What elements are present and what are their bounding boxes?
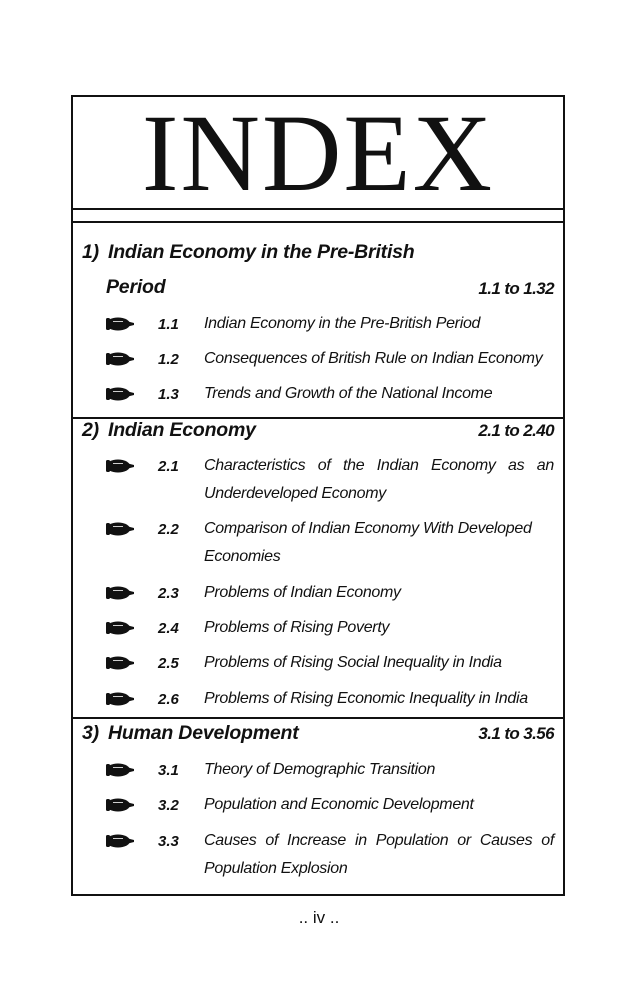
item-2-1-number: 2.1 [158,458,179,475]
item-2-1-text: Characteristics of the Indian Economy as an [204,457,554,474]
item-3-3-number: 3.3 [158,833,179,850]
item-2-5-text: Problems of Rising Social Inequality in India [204,654,502,671]
item-2-2-text-line2: Economies [204,548,281,565]
title-divider-top [73,208,563,210]
item-3-2-number: 3.2 [158,797,179,814]
section-3-title: Human Development [108,722,299,744]
section-1-title-line2: Period [106,276,166,298]
item-2-3-text: Problems of Indian Economy [204,584,401,601]
pointing-hand-icon [102,691,136,707]
pointing-hand-icon [102,655,136,671]
pointing-hand-icon [102,797,136,813]
pointing-hand-icon [102,386,136,402]
section-3-number: 3) [82,722,99,744]
item-1-2-text: Consequences of British Rule on Indian Economy [204,350,543,367]
item-3-3-text: Causes of Increase in Population or Causes of [204,832,554,849]
item-1-3-number: 1.3 [158,386,179,403]
item-2-2-text: Comparison of Indian Economy With Developed [204,520,532,537]
item-2-2-number: 2.2 [158,521,179,538]
pointing-hand-icon [102,762,136,778]
item-3-3-text-line2: Population Explosion [204,860,348,877]
pointing-hand-icon [102,458,136,474]
item-2-6-number: 2.6 [158,691,179,708]
pointing-hand-icon [102,521,136,537]
item-1-1-text: Indian Economy in the Pre-British Period [204,315,481,332]
item-2-6-text: Problems of Rising Economic Inequality in India [204,690,528,707]
item-3-1-number: 3.1 [158,762,179,779]
title-divider-bottom [73,221,563,223]
section-1-number: 1) [82,241,99,263]
item-1-1-number: 1.1 [158,316,179,333]
item-2-3-number: 2.3 [158,585,179,602]
pointing-hand-icon [102,351,136,367]
section-3-page-range: 3.1 to 3.56 [478,724,554,743]
section-2-title: Indian Economy [108,419,256,441]
item-1-2-number: 1.2 [158,351,179,368]
pointing-hand-icon [102,833,136,849]
item-2-4-number: 2.4 [158,620,179,637]
item-2-1-text-line2: Underdeveloped Economy [204,485,386,502]
section-1-title: Indian Economy in the Pre-British [108,241,415,263]
item-2-4-text: Problems of Rising Poverty [204,619,390,636]
item-1-3-text: Trends and Growth of the National Income [204,385,493,402]
item-2-5-number: 2.5 [158,655,179,672]
section-2-number: 2) [82,419,99,441]
pointing-hand-icon [102,316,136,332]
item-3-2-text: Population and Economic Development [204,796,474,813]
pointing-hand-icon [102,585,136,601]
pointing-hand-icon [102,620,136,636]
section-divider-2 [73,717,563,719]
index-title: INDEX [141,92,495,214]
page-number: .. iv .. [298,908,340,927]
item-3-1-text: Theory of Demographic Transition [204,761,436,778]
section-2-page-range: 2.1 to 2.40 [478,421,554,440]
section-1-page-range: 1.1 to 1.32 [478,279,554,298]
